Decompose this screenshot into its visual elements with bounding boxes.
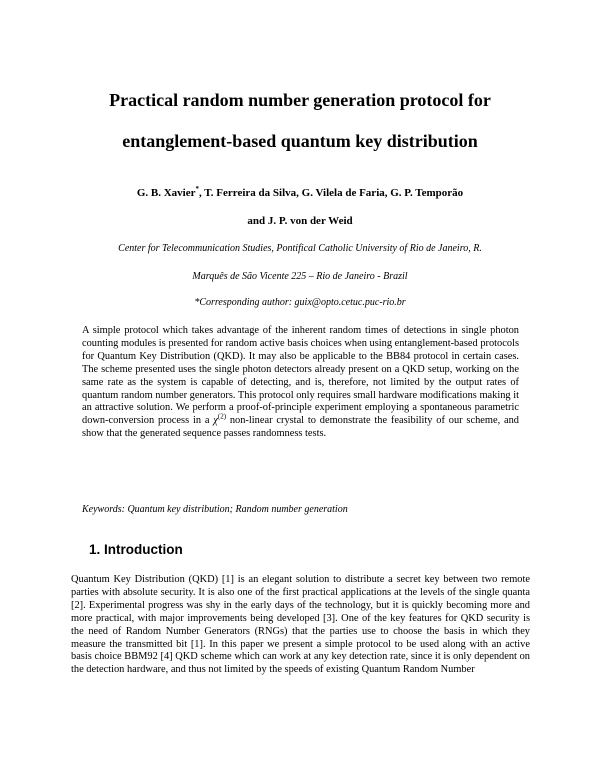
abstract-text-part-2: non-linear crystal to demonstrate the feasibility of our scheme, and show that the generated sequence passes randomness tests. bbox=[82, 415, 519, 440]
affiliation-line-1: Center for Telecommunication Studies, Pontifical Catholic University of Rio de Janeiro, R. bbox=[118, 243, 482, 254]
paper-title-line-2: entanglement-based quantum key distribution bbox=[122, 131, 478, 151]
abstract-text-part-1: A simple protocol which takes advantage of the inherent random times of detections in single photon counting modules is presented for random active basis choices when using entanglement-based protocols for Quantum Key Distribution (QKD). It may also be applicable to the BB84 protocol in certain cases. The scheme presented uses the single photon detectors already present on a QKD setup, working on the same rate as the system is capable of detecting, and is, therefore, not limited by the output rates of quantum random number generators. This protocol only requires small hardware modifications making it an attractive solution. We perform a proof-of-principle experiment employing a spontaneous parametric down-conversion process in a bbox=[82, 325, 519, 427]
chi-symbol: χ bbox=[213, 415, 218, 427]
authors-line-1 bbox=[40, 186, 560, 200]
paper-title-line-1: Practical random number generation protocol for bbox=[109, 90, 491, 110]
corresponding-mark: * bbox=[195, 185, 199, 193]
coauthors: , T. Ferreira da Silva, G. Vilela de Faria, G. P. Temporão bbox=[198, 187, 464, 199]
keywords: Keywords: Quantum key distribution; Random number generation bbox=[82, 504, 348, 515]
section-heading-introduction: 1. Introduction bbox=[89, 542, 183, 557]
first-author: G. B. Xavier bbox=[136, 187, 196, 199]
corresponding-author: *Corresponding author: guix@opto.cetuc.puc-rio.br bbox=[194, 297, 406, 308]
introduction-paragraph: Quantum Key Distribution (QKD) [1] is an elegant solution to distribute a secret key between two remote parties with absolute security. It is also one of the first practical applications at the levels of the single quanta [2]. Experimental progress was shy in the early days of the technology, but it is quickly becoming more and more practical, with major improvements being developed [3]. One of the key features for QKD security is the need of Random Number Generators (RNGs) that the parties use to choose the basis in which they measure the transmitted bit [1]. In this paper we present a simple protocol to be used along with an active basis choice BBM92 [4] QKD scheme which can work at any key detection rate, since it is only dependent on the detection hardware, and thus not limited by the speeds of existing Quantum Random Number bbox=[71, 574, 530, 676]
affiliation-line-2: Marquês de São Vicente 225 – Rio de Janeiro - Brazil bbox=[192, 271, 408, 282]
authors-line-2: and J. P. von der Weid bbox=[247, 215, 353, 227]
abstract bbox=[82, 325, 519, 441]
chi-order: (2) bbox=[217, 412, 227, 421]
